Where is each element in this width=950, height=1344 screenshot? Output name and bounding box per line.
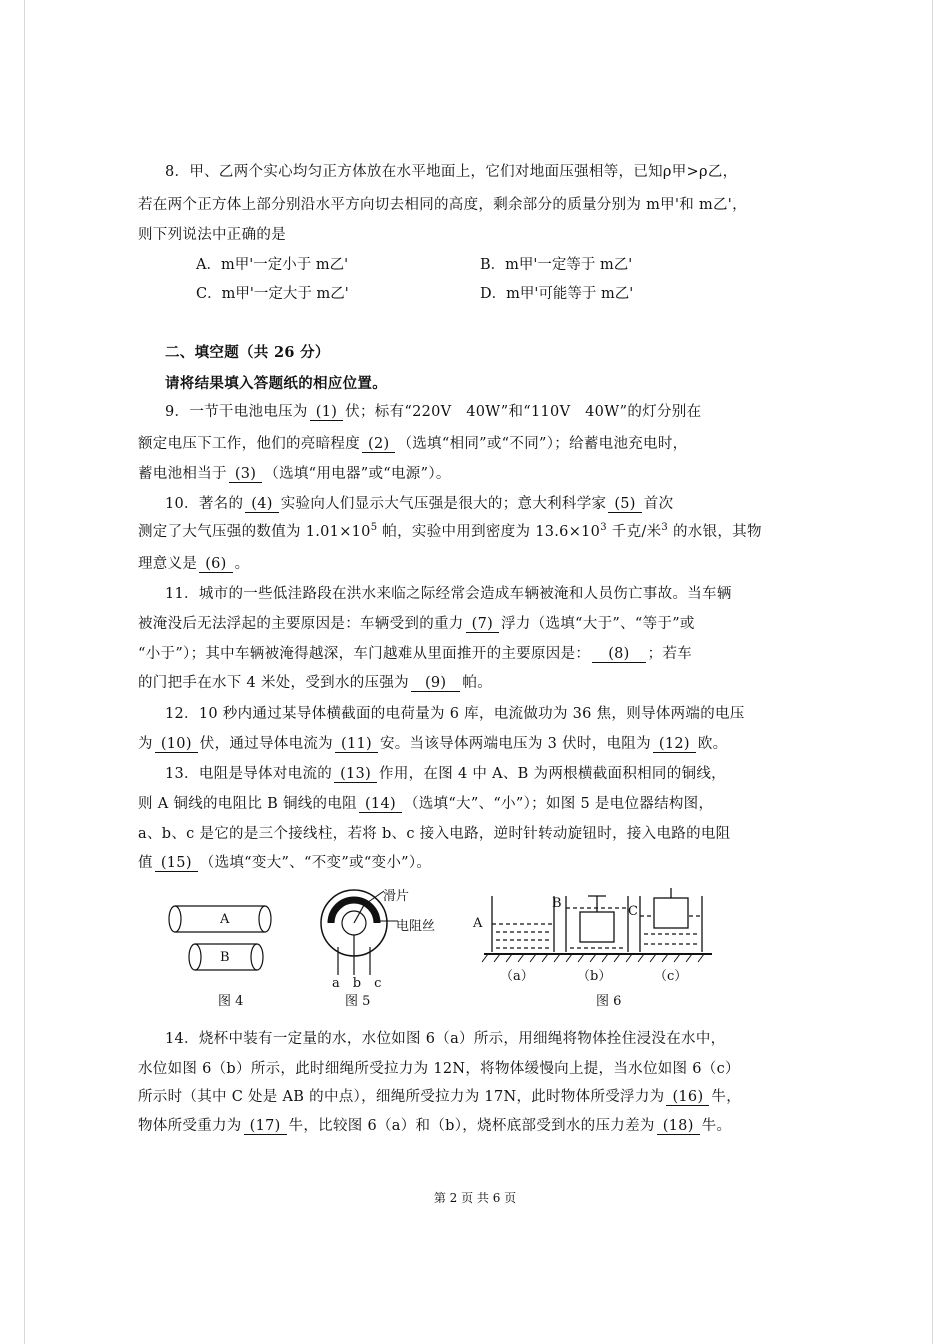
q9-text-d: 额定电压下工作，他们的亮暗程度 xyxy=(138,436,360,452)
q8-option-a: A．m甲'一定小于 m乙' xyxy=(196,257,349,273)
q10-text-i: 理意义是 xyxy=(138,556,198,572)
q11-line1: 11．城市的一些低洼路段在洪水来临之际经常会造成车辆被淹和人员伤亡事故。当车辆 xyxy=(165,586,732,602)
answer-blank-17[interactable]: (17) xyxy=(244,1119,287,1135)
q13-text-b: 作用，在图 4 中 A、B 为两根横截面积相同的铜线， xyxy=(379,766,726,782)
q10-line3 xyxy=(138,552,249,573)
scan-edge-left xyxy=(24,0,25,1344)
fig6-sub-b: （b） xyxy=(577,969,612,984)
q10-text-j: 。 xyxy=(234,556,250,572)
q8-option-b: B．m甲'一定等于 m乙' xyxy=(480,257,633,273)
page-footer: 第 2 页 共 6 页 xyxy=(433,1191,517,1205)
q10-line2 xyxy=(138,520,762,541)
q9-text-e: （选填“相同”或“不同”）；给蓄电池充电时， xyxy=(397,436,688,452)
q14-line1: 14．烧杯中装有一定量的水，水位如图 6（a）所示，用细绳将物体拴住浸没在水中， xyxy=(165,1031,726,1047)
q9-text-a: 9．一节干电池电压为 xyxy=(165,404,308,420)
answer-blank-11[interactable]: (11) xyxy=(335,737,378,753)
beaker-c xyxy=(640,888,702,952)
q8-option-d: D．m甲'可能等于 m乙' xyxy=(480,286,634,302)
q10-exp-5: 5 xyxy=(370,522,378,534)
q8-option-c: C．m甲'一定大于 m乙' xyxy=(196,286,349,302)
q10-exp-3a: 3 xyxy=(600,522,607,534)
q10-exp-3b: 3 xyxy=(661,522,669,534)
q10-line1 xyxy=(165,492,673,513)
answer-blank-4[interactable]: (4) xyxy=(245,497,278,513)
fig4-label-a: A xyxy=(220,912,230,927)
q14-line2: 水位如图 6（b）所示，此时细绳所受拉力为 12N，将物体缓慢向上提，当水位如图 6（c） xyxy=(138,1061,740,1077)
fig5-terminal-labels: a b c xyxy=(332,976,382,991)
q9-line3 xyxy=(138,462,451,483)
scan-edge-right xyxy=(932,0,933,1344)
q14-text-g: 牛。 xyxy=(701,1118,732,1134)
q13-text-f: 值 xyxy=(138,855,153,871)
q8-line2: 若在两个正方体上部分别沿水平方向切去相同的高度，剩余部分的质量分别为 m甲'和 m乙'， xyxy=(138,197,747,213)
q12-text-e: 欧。 xyxy=(697,736,728,752)
fig5-caption: 图 5 xyxy=(345,994,371,1009)
q14-line4 xyxy=(138,1114,731,1135)
q9-line2 xyxy=(138,432,687,453)
answer-blank-16[interactable]: (16) xyxy=(666,1090,709,1106)
q10-text-e: 测定了大气压强的数值为 1.01×10 xyxy=(138,524,371,540)
q10-text-d: 首次 xyxy=(643,496,674,512)
q8-line1: 8．甲、乙两个实心均匀正方体放在水平地面上，它们对地面压强相等，已知ρ甲>ρ乙， xyxy=(165,164,738,180)
q14-text-d: 牛， xyxy=(711,1089,742,1105)
answer-blank-7[interactable]: (7) xyxy=(466,617,499,633)
answer-blank-14[interactable]: (14) xyxy=(359,797,402,813)
figure-6-beakers xyxy=(480,888,720,970)
answer-blank-18[interactable]: (18) xyxy=(657,1119,700,1135)
beaker-a xyxy=(492,896,554,952)
q11-line2 xyxy=(138,612,695,633)
fig5-wire-label: 电阻丝 xyxy=(396,919,436,934)
beaker-b xyxy=(566,896,628,952)
fig6-sub-a: （a） xyxy=(500,969,534,984)
q10-text-f: 帕，实验中用到密度为 13.6×10 xyxy=(382,524,601,540)
fig6-label-a: A xyxy=(473,916,483,931)
q9-text-g: （选填“用电器”或“电源”）。 xyxy=(264,466,451,482)
q14-line3 xyxy=(138,1085,741,1106)
answer-blank-1[interactable]: (1) xyxy=(310,405,343,421)
q13-text-g: （选填“变大”、“不变”或“变小”）。 xyxy=(199,855,432,871)
q9-text-f: 蓄电池相当于 xyxy=(138,466,227,482)
q10-text-c: 实验向人们显示大气压强是很大的；意大利科学家 xyxy=(280,496,607,512)
answer-blank-8[interactable]: (8) xyxy=(592,647,645,663)
q11-text-d: “小于”）；其中车辆被淹得越深，车门越难从里面推开的主要原因是： xyxy=(138,646,591,662)
q10-text-h: 的水银，其物 xyxy=(672,524,762,540)
q13-line4 xyxy=(138,851,431,872)
q14-text-f: 牛，比较图 6（a）和（b），烧杯底部受到水的压力差为 xyxy=(288,1118,655,1134)
q8-line3: 则下列说法中正确的是 xyxy=(138,227,286,243)
q14-text-c: 所示时（其中 C 处是 AB 的中点），细绳所受拉力为 17N，此时物体所受浮力为 xyxy=(138,1089,665,1105)
answer-blank-2[interactable]: (2) xyxy=(362,437,395,453)
q12-text-c: 伏，通过导体电流为 xyxy=(199,736,333,752)
ground-hatching xyxy=(482,954,704,962)
q11-line3 xyxy=(138,642,692,663)
answer-blank-5[interactable]: (5) xyxy=(608,497,641,513)
q14-text-e: 物体所受重力为 xyxy=(138,1118,242,1134)
q11-text-c: 浮力（选填“大于”、“等于”或 xyxy=(501,616,695,632)
q9-text-c: 伏；标有“220V 40W”和“110V 40W”的灯分别在 xyxy=(345,404,702,420)
q11-text-g: 帕。 xyxy=(462,675,493,691)
answer-blank-15[interactable]: (15) xyxy=(155,856,198,872)
answer-blank-10[interactable]: (10) xyxy=(155,737,198,753)
fig6-label-b: B xyxy=(552,896,562,911)
fig6-label-c: C xyxy=(628,904,638,919)
q11-text-f: 的门把手在水下 4 米处，受到水的压强为 xyxy=(138,675,409,691)
answer-blank-13[interactable]: (13) xyxy=(334,767,377,783)
q11-text-e: ；若车 xyxy=(647,646,693,662)
q13-text-a: 13．电阻是导体对电流的 xyxy=(165,766,333,782)
q10-text-a: 10．著名的 xyxy=(165,496,244,512)
q11-text-b: 被淹没后无法浮起的主要原因是：车辆受到的重力 xyxy=(138,616,464,632)
answer-blank-6[interactable]: (6) xyxy=(199,557,232,573)
q10-text-g: 千克/米 xyxy=(611,524,662,540)
fig5-slider-label: 滑片 xyxy=(383,889,410,904)
q13-line3: a、b、c 是它的是三个接线柱，若将 b、c 接入电路，逆时针转动旋钮时，接入电路的电阻 xyxy=(138,826,731,842)
q11-line4 xyxy=(138,671,492,692)
q13-line1 xyxy=(165,762,726,783)
q13-text-c: 则 A 铜线的电阻比 B 铜线的电阻 xyxy=(138,796,357,812)
q12-line2 xyxy=(138,732,727,753)
fig6-sub-c: （c） xyxy=(654,969,688,984)
section-instruction: 请将结果填入答题纸的相应位置。 xyxy=(165,375,387,392)
answer-blank-12[interactable]: (12) xyxy=(653,737,696,753)
q12-text-d: 安。当该导体两端电压为 3 伏时，电阻为 xyxy=(379,736,651,752)
fig4-caption: 图 4 xyxy=(218,994,244,1009)
q12-text-b: 为 xyxy=(138,736,153,752)
q12-line1: 12．10 秒内通过某导体横截面的电荷量为 6 库，电流做功为 36 焦，则导体两端的电压 xyxy=(165,706,745,722)
section-title: 二、填空题（共 26 分） xyxy=(165,344,330,361)
q13-line2 xyxy=(138,792,713,813)
q13-text-d: （选填“大”、“小”）；如图 5 是电位器结构图， xyxy=(403,796,714,812)
fig4-label-b: B xyxy=(220,950,230,965)
q9-line1 xyxy=(165,400,701,421)
answer-blank-9[interactable]: (9) xyxy=(411,676,460,692)
answer-blank-3[interactable]: (3) xyxy=(229,467,262,483)
fig6-caption: 图 6 xyxy=(596,994,622,1009)
